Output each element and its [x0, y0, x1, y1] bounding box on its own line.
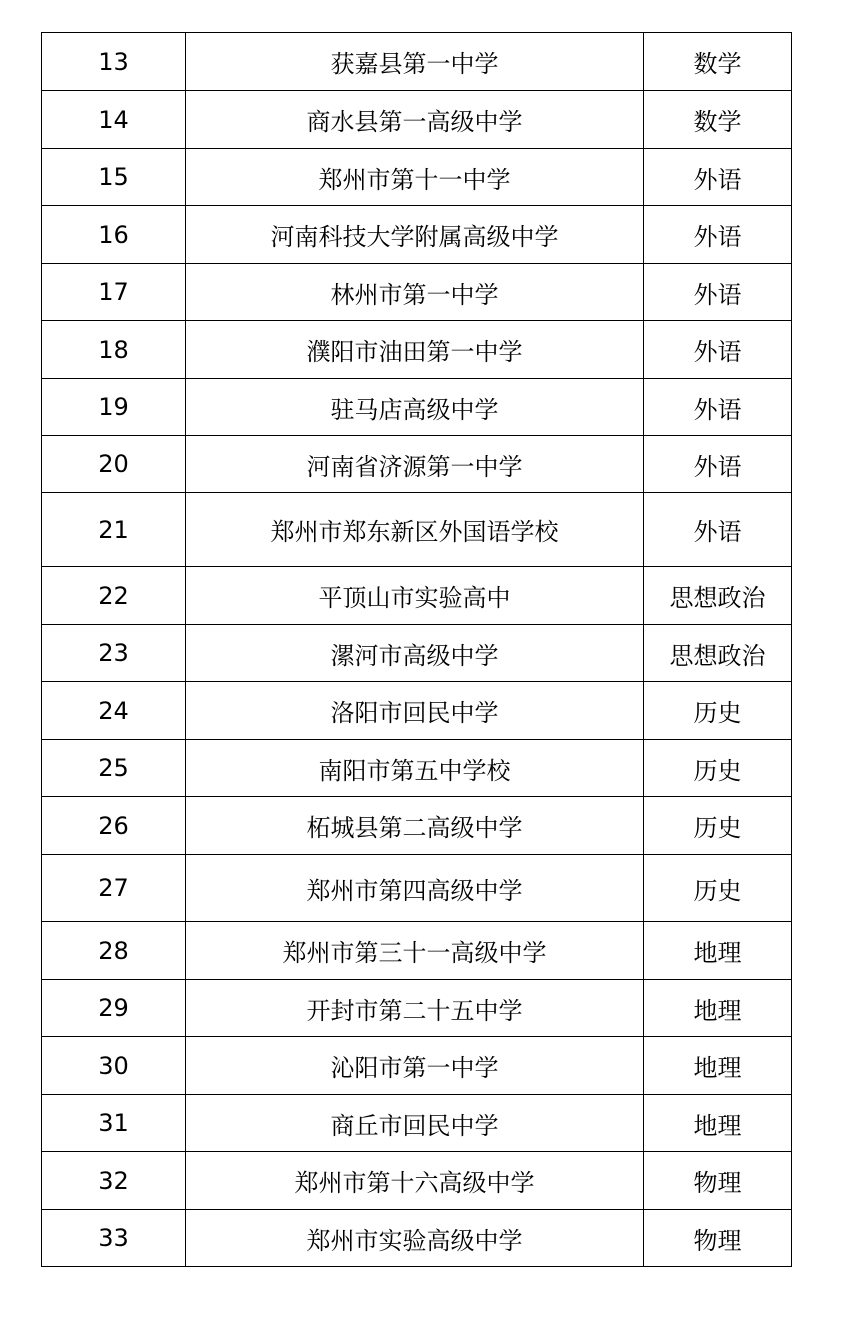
subject: 外语	[644, 379, 792, 436]
table-row	[42, 682, 792, 740]
row-number: 30	[42, 1037, 186, 1095]
school-name: 郑州市郑东新区外国语学校	[186, 493, 644, 567]
table-row	[42, 797, 792, 855]
school-name: 平顶山市实验高中	[186, 567, 644, 625]
school-name: 郑州市第三十一高级中学	[186, 922, 644, 980]
table-row	[42, 321, 792, 379]
row-number: 14	[42, 91, 186, 149]
row-number: 33	[42, 1210, 186, 1267]
table-row	[42, 436, 792, 493]
subject: 思想政治	[644, 567, 792, 625]
table-row	[42, 1095, 792, 1152]
school-name: 郑州市第四高级中学	[186, 855, 644, 922]
table-row	[42, 91, 792, 149]
school-name: 河南科技大学附属高级中学	[186, 206, 644, 264]
row-number: 22	[42, 567, 186, 625]
table-row	[42, 264, 792, 321]
subject: 历史	[644, 855, 792, 922]
table-row	[42, 1210, 792, 1267]
row-number: 28	[42, 922, 186, 980]
subject: 物理	[644, 1210, 792, 1267]
school-name: 洛阳市回民中学	[186, 682, 644, 740]
table-row	[42, 740, 792, 797]
subject: 地理	[644, 1037, 792, 1095]
row-number: 26	[42, 797, 186, 855]
school-name: 林州市第一中学	[186, 264, 644, 321]
subject: 思想政治	[644, 625, 792, 682]
row-number: 23	[42, 625, 186, 682]
table-row	[42, 1152, 792, 1210]
school-name: 柘城县第二高级中学	[186, 797, 644, 855]
school-name: 郑州市实验高级中学	[186, 1210, 644, 1267]
row-number: 27	[42, 855, 186, 922]
school-name: 沁阳市第一中学	[186, 1037, 644, 1095]
school-name: 河南省济源第一中学	[186, 436, 644, 493]
subject: 外语	[644, 206, 792, 264]
school-name: 郑州市第十六高级中学	[186, 1152, 644, 1210]
school-name: 漯河市高级中学	[186, 625, 644, 682]
subject: 外语	[644, 149, 792, 206]
school-name: 开封市第二十五中学	[186, 980, 644, 1037]
table-row	[42, 149, 792, 206]
row-number: 17	[42, 264, 186, 321]
school-subject-table	[41, 32, 792, 1267]
row-number: 25	[42, 740, 186, 797]
row-number: 16	[42, 206, 186, 264]
table-row	[42, 855, 792, 922]
school-name: 南阳市第五中学校	[186, 740, 644, 797]
subject: 数学	[644, 33, 792, 91]
row-number: 31	[42, 1095, 186, 1152]
table-row	[42, 922, 792, 980]
table-row	[42, 493, 792, 567]
subject: 地理	[644, 1095, 792, 1152]
table-row	[42, 625, 792, 682]
subject: 历史	[644, 797, 792, 855]
table-body	[42, 33, 792, 1267]
subject: 地理	[644, 922, 792, 980]
table-row	[42, 980, 792, 1037]
subject: 外语	[644, 493, 792, 567]
subject: 地理	[644, 980, 792, 1037]
school-name: 驻马店高级中学	[186, 379, 644, 436]
row-number: 24	[42, 682, 186, 740]
row-number: 18	[42, 321, 186, 379]
subject: 外语	[644, 264, 792, 321]
school-name: 获嘉县第一中学	[186, 33, 644, 91]
table-row	[42, 33, 792, 91]
row-number: 13	[42, 33, 186, 91]
subject: 历史	[644, 740, 792, 797]
row-number: 32	[42, 1152, 186, 1210]
school-name: 商水县第一高级中学	[186, 91, 644, 149]
row-number: 29	[42, 980, 186, 1037]
school-name: 商丘市回民中学	[186, 1095, 644, 1152]
subject: 外语	[644, 436, 792, 493]
table-row	[42, 567, 792, 625]
row-number: 15	[42, 149, 186, 206]
subject: 数学	[644, 91, 792, 149]
row-number: 20	[42, 436, 186, 493]
subject: 物理	[644, 1152, 792, 1210]
subject: 历史	[644, 682, 792, 740]
subject: 外语	[644, 321, 792, 379]
row-number: 21	[42, 493, 186, 567]
table-row	[42, 1037, 792, 1095]
table-row	[42, 379, 792, 436]
row-number: 19	[42, 379, 186, 436]
school-name: 濮阳市油田第一中学	[186, 321, 644, 379]
table-row	[42, 206, 792, 264]
school-name: 郑州市第十一中学	[186, 149, 644, 206]
